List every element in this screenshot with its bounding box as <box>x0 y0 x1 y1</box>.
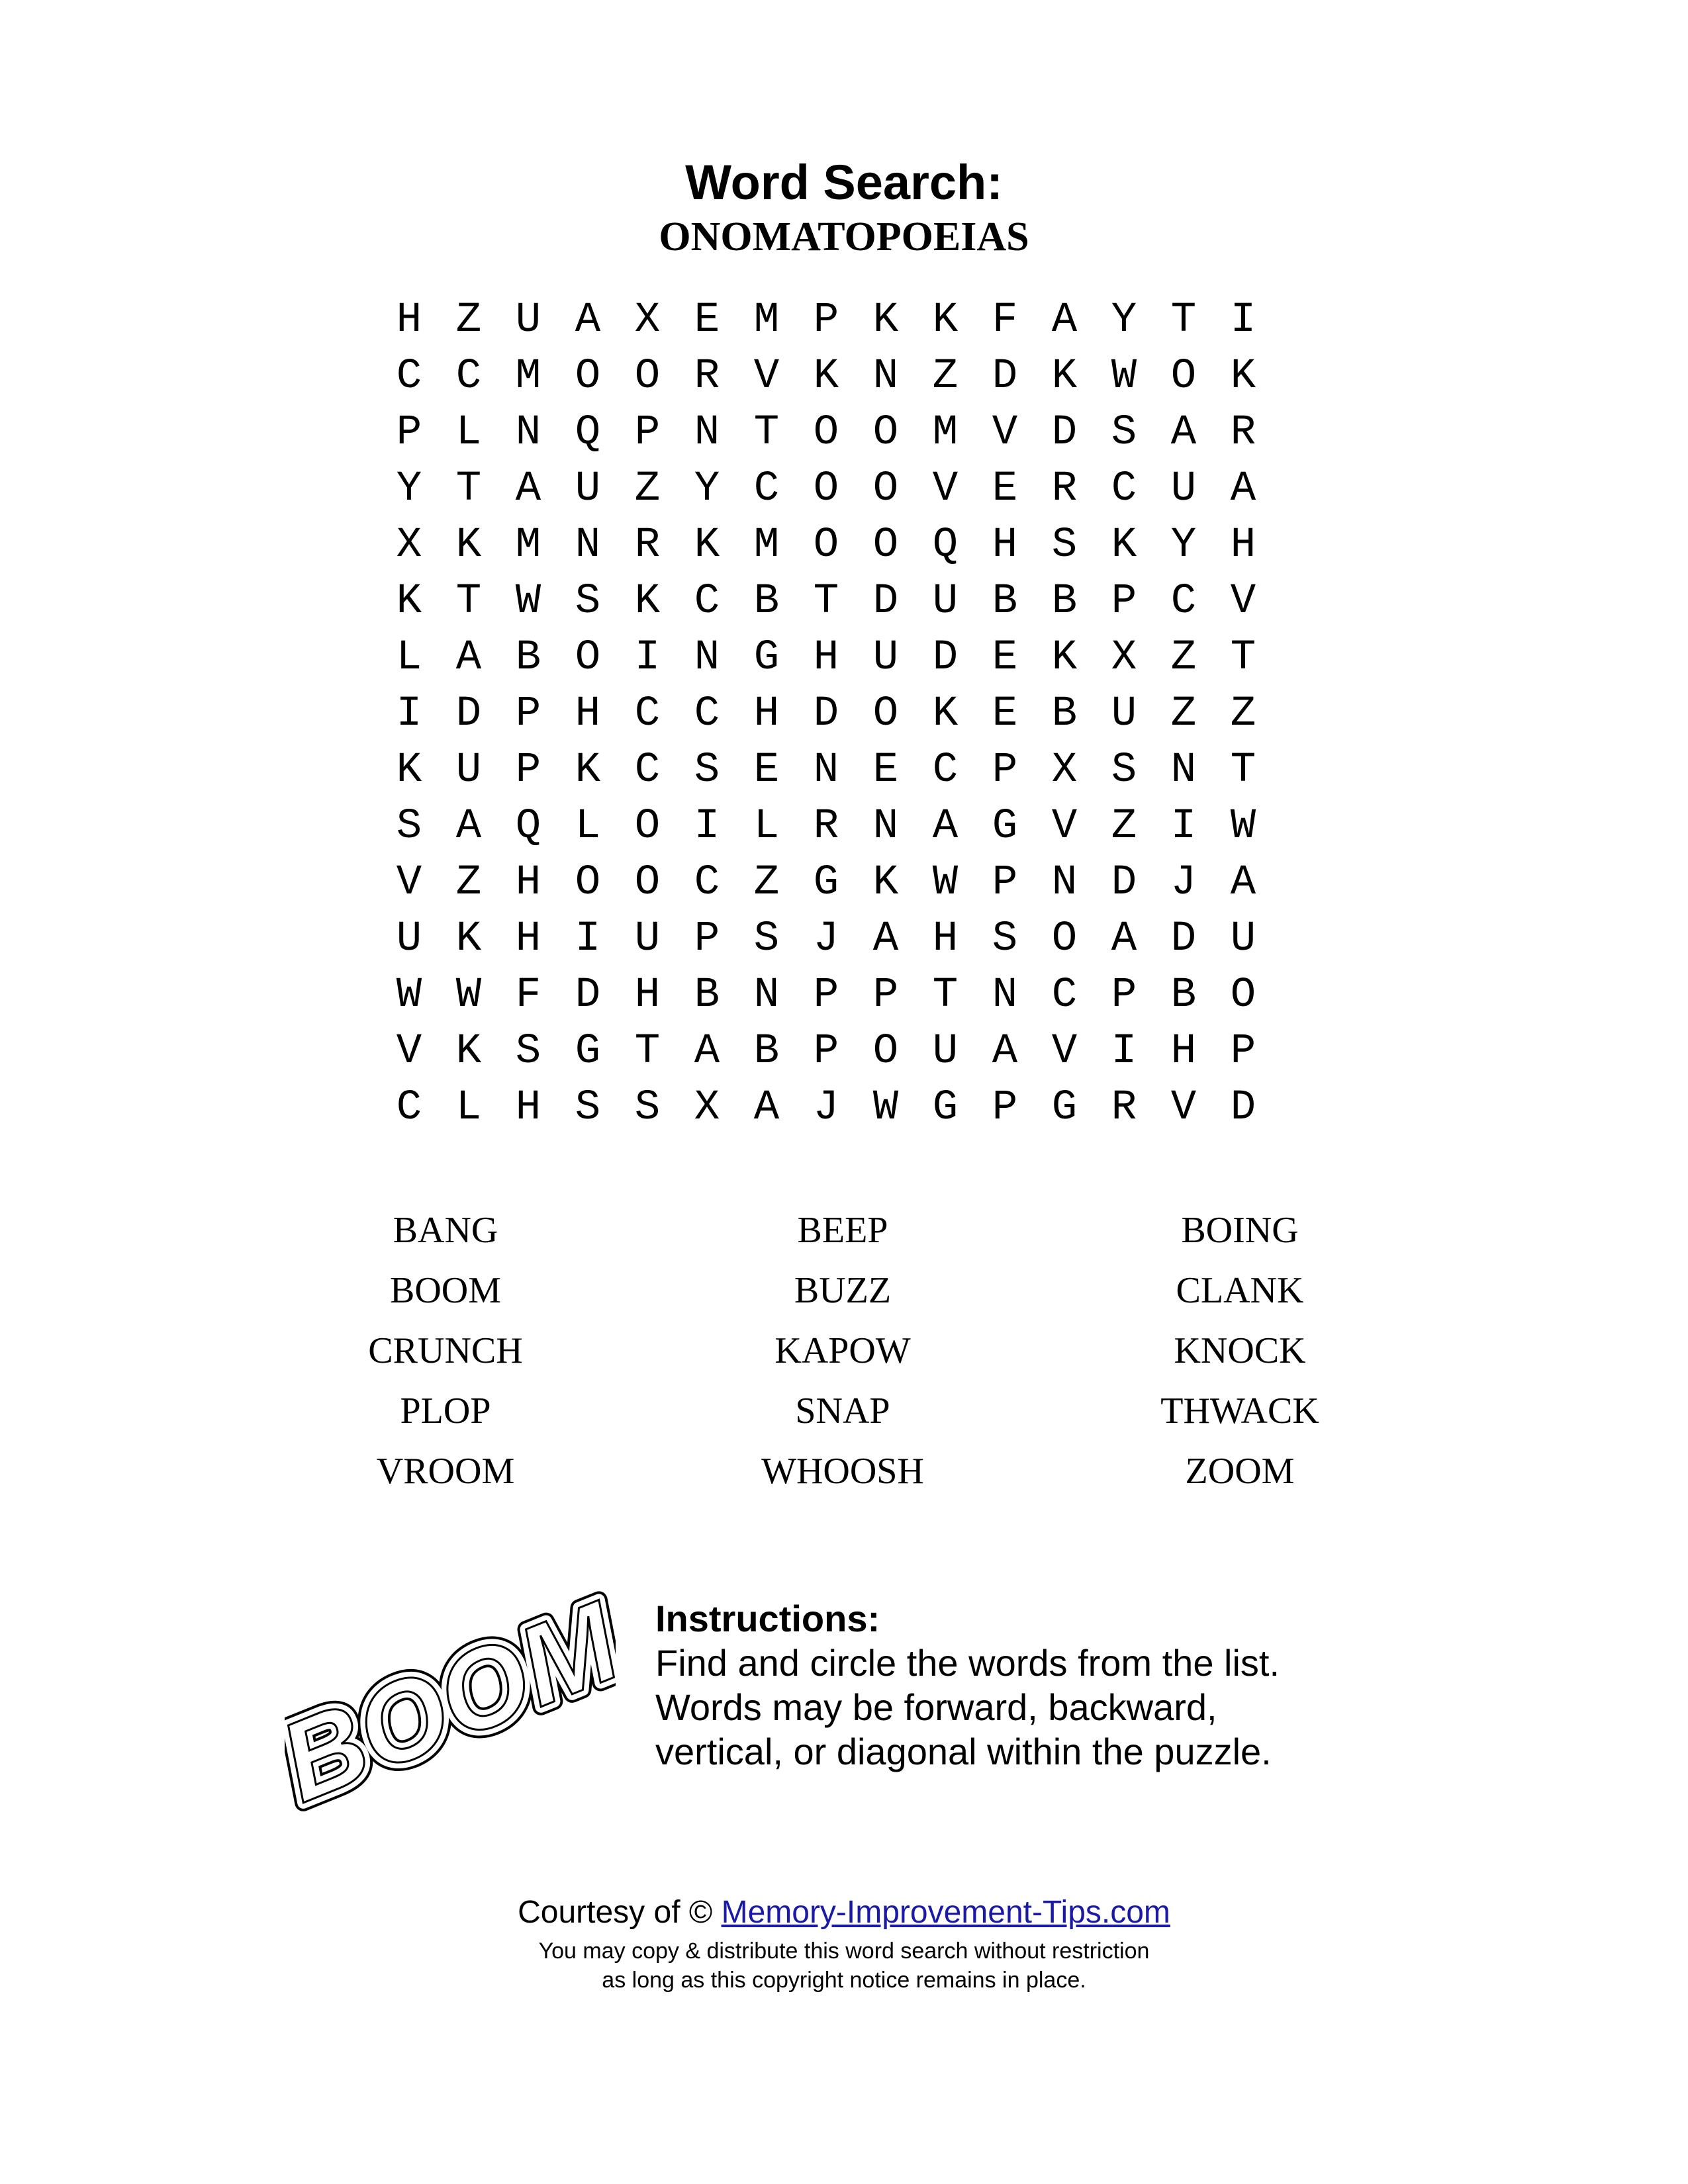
grid-letter: D <box>575 972 601 1019</box>
grid-letter: H <box>396 296 422 344</box>
grid-letter: Z <box>932 353 959 400</box>
word-list-item: BANG <box>393 1210 498 1251</box>
grid-letter: P <box>694 915 720 963</box>
grid-letter: T <box>932 972 959 1019</box>
grid-letter: I <box>694 803 720 850</box>
grid-letter: I <box>396 690 422 738</box>
grid-letter: Q <box>575 409 601 457</box>
word-list-item: BEEP <box>797 1210 888 1251</box>
grid-letter: T <box>1230 634 1256 682</box>
grid-letter: Q <box>515 803 541 850</box>
grid-letter: K <box>455 522 482 569</box>
grid-letter: O <box>634 353 661 400</box>
grid-letter: N <box>694 634 720 682</box>
grid-letter: P <box>992 1084 1018 1132</box>
grid-letter: B <box>1170 972 1197 1019</box>
grid-letter: A <box>455 634 482 682</box>
grid-letter: V <box>1051 1028 1078 1075</box>
grid-letter: J <box>1170 859 1197 907</box>
word-list-item: SNAP <box>795 1390 890 1432</box>
grid-letter: K <box>455 915 482 963</box>
grid-letter: A <box>455 803 482 850</box>
grid-letter: K <box>575 747 601 794</box>
grid-letter: D <box>455 690 482 738</box>
page-title: Word Search: <box>685 155 1003 210</box>
grid-letter: I <box>1170 803 1197 850</box>
grid-letter: D <box>932 634 959 682</box>
grid-letter: K <box>634 578 661 625</box>
grid-letter: A <box>1111 915 1137 963</box>
instructions <box>655 1596 1383 1774</box>
grid-letter: H <box>634 972 661 1019</box>
grid-letter: N <box>872 353 899 400</box>
grid-letter: W <box>396 972 422 1019</box>
grid-letter: C <box>694 578 720 625</box>
grid-letter: A <box>1230 859 1256 907</box>
grid-letter: K <box>1111 522 1137 569</box>
grid-letter: B <box>992 578 1018 625</box>
grid-letter: T <box>1170 296 1197 344</box>
grid-letter: X <box>396 522 422 569</box>
grid-letter: N <box>753 972 780 1019</box>
grid-letter: C <box>1051 972 1078 1019</box>
grid-letter: S <box>1111 747 1137 794</box>
notice-line-1: You may copy & distribute this word search without restriction <box>538 1938 1150 1964</box>
grid-letter: D <box>1051 409 1078 457</box>
grid-letter: D <box>813 690 839 738</box>
grid-letter: U <box>1111 690 1137 738</box>
grid-letter: U <box>515 296 541 344</box>
grid-letter: Z <box>455 859 482 907</box>
word-list-item: WHOOSH <box>761 1451 924 1492</box>
word-list <box>247 1201 1438 1502</box>
grid-letter: K <box>872 296 899 344</box>
grid-letter: A <box>872 915 899 963</box>
grid-letter: G <box>932 1084 959 1132</box>
grid-letter: E <box>694 296 720 344</box>
grid-letter: I <box>1230 296 1256 344</box>
grid-letter: D <box>1170 915 1197 963</box>
grid-letter: F <box>515 972 541 1019</box>
grid-letter: Y <box>1170 522 1197 569</box>
word-list-item: CLANK <box>1176 1270 1304 1311</box>
grid-letter: N <box>1051 859 1078 907</box>
grid-letter: F <box>992 296 1018 344</box>
grid-letter: A <box>992 1028 1018 1075</box>
grid-letter: X <box>634 296 661 344</box>
grid-letter: V <box>1051 803 1078 850</box>
grid-letter: B <box>1051 578 1078 625</box>
grid-letter: N <box>992 972 1018 1019</box>
word-list-item: BOING <box>1181 1210 1299 1251</box>
grid-letter: A <box>932 803 959 850</box>
grid-letter: P <box>813 972 839 1019</box>
grid-letter: U <box>872 634 899 682</box>
grid-letter: O <box>813 465 839 513</box>
grid-letter: S <box>575 578 601 625</box>
grid-letter: H <box>515 1084 541 1132</box>
grid-letter: Z <box>634 465 661 513</box>
grid-letter: O <box>813 409 839 457</box>
grid-letter: N <box>694 409 720 457</box>
grid-letter: G <box>992 803 1018 850</box>
grid-letter: C <box>694 690 720 738</box>
grid-letter: S <box>694 747 720 794</box>
word-list-item: BUZZ <box>794 1270 892 1311</box>
grid-letter: Z <box>1170 690 1197 738</box>
grid-letter: D <box>872 578 899 625</box>
grid-letter: D <box>1111 859 1137 907</box>
grid-letter: T <box>455 578 482 625</box>
grid-letter: V <box>396 1028 422 1075</box>
grid-letter: Q <box>932 522 959 569</box>
grid-letter: C <box>455 353 482 400</box>
grid-letter: U <box>1170 465 1197 513</box>
grid-letter: C <box>753 465 780 513</box>
grid-letter: H <box>753 690 780 738</box>
grid-letter: O <box>813 522 839 569</box>
grid-letter: T <box>813 578 839 625</box>
grid-letter: O <box>575 634 601 682</box>
grid-letter: E <box>992 634 1018 682</box>
grid-letter: B <box>694 972 720 1019</box>
grid-letter: P <box>992 859 1018 907</box>
grid-letter: H <box>1170 1028 1197 1075</box>
grid-letter: W <box>1230 803 1256 850</box>
grid-letter: G <box>753 634 780 682</box>
grid-letter: C <box>634 747 661 794</box>
grid-letter: L <box>575 803 601 850</box>
grid-letter: O <box>1051 915 1078 963</box>
grid-letter: M <box>515 353 541 400</box>
grid-letter: P <box>1111 578 1137 625</box>
grid-letter: C <box>1111 465 1137 513</box>
grid-letter: S <box>634 1084 661 1132</box>
grid-letter: G <box>1051 1084 1078 1132</box>
grid-letter: X <box>1111 634 1137 682</box>
grid-letter: R <box>813 803 839 850</box>
grid-letter: O <box>872 409 899 457</box>
grid-letter: P <box>515 747 541 794</box>
grid-letter: C <box>396 1084 422 1132</box>
grid-letter: P <box>515 690 541 738</box>
grid-letter: Y <box>694 465 720 513</box>
grid-letter: T <box>753 409 780 457</box>
grid-letter: R <box>1111 1084 1137 1132</box>
grid-letter: A <box>753 1084 780 1132</box>
grid-letter: K <box>1051 634 1078 682</box>
instructions-line-3: vertical, or diagonal within the puzzle. <box>655 1731 1272 1772</box>
grid-letter: M <box>932 409 959 457</box>
word-list-item: VROOM <box>376 1451 515 1492</box>
grid-letter: A <box>694 1028 720 1075</box>
instructions-line-1: Find and circle the words from the list. <box>655 1642 1280 1684</box>
grid-letter: E <box>872 747 899 794</box>
grid-letter: H <box>813 634 839 682</box>
grid-letter: B <box>753 1028 780 1075</box>
courtesy-prefix: Courtesy of © <box>518 1895 713 1930</box>
grid-letter: H <box>575 690 601 738</box>
grid-letter: J <box>813 1084 839 1132</box>
grid-letter: C <box>634 690 661 738</box>
grid-letter: C <box>694 859 720 907</box>
copyright-notice <box>0 1936 1688 1995</box>
grid-letter: L <box>455 1084 482 1132</box>
grid-letter: W <box>1111 353 1137 400</box>
grid-letter: E <box>992 465 1018 513</box>
grid-letter: E <box>753 747 780 794</box>
grid-letter: O <box>1170 353 1197 400</box>
word-list-item: PLOP <box>400 1390 491 1432</box>
grid-letter: O <box>872 465 899 513</box>
svg-text:BOOM: BOOM <box>285 1582 616 1827</box>
grid-letter: V <box>1170 1084 1197 1132</box>
grid-letter: C <box>396 353 422 400</box>
grid-letter: K <box>694 522 720 569</box>
grid-letter: V <box>992 409 1018 457</box>
grid-letter: O <box>872 690 899 738</box>
grid-letter: O <box>1230 972 1256 1019</box>
boom-art <box>285 1582 616 1827</box>
letter-grid <box>379 293 1273 1136</box>
grid-letter: K <box>396 747 422 794</box>
grid-letter: K <box>932 296 959 344</box>
grid-letter: M <box>753 522 780 569</box>
grid-letter: H <box>515 915 541 963</box>
instructions-line-2: Words may be forward, backward, <box>655 1686 1217 1728</box>
grid-letter: W <box>872 1084 899 1132</box>
grid-letter: Z <box>753 859 780 907</box>
grid-letter: T <box>455 465 482 513</box>
grid-letter: K <box>396 578 422 625</box>
grid-letter: U <box>634 915 661 963</box>
svg-text:BOOM: BOOM <box>285 1582 616 1827</box>
grid-letter: U <box>932 578 959 625</box>
svg-text:BOOM: BOOM <box>285 1582 616 1827</box>
grid-letter: K <box>1051 353 1078 400</box>
grid-letter: S <box>1111 409 1137 457</box>
grid-letter: O <box>575 353 601 400</box>
word-list-item: KNOCK <box>1174 1330 1306 1371</box>
grid-letter: P <box>396 409 422 457</box>
grid-letter: P <box>1230 1028 1256 1075</box>
grid-letter: I <box>634 634 661 682</box>
word-list-item: ZOOM <box>1185 1451 1295 1492</box>
grid-letter: E <box>992 690 1018 738</box>
instructions-heading: Instructions: <box>655 1598 880 1639</box>
grid-letter: Y <box>396 465 422 513</box>
grid-letter: S <box>575 1084 601 1132</box>
grid-letter: L <box>396 634 422 682</box>
grid-letter: W <box>455 972 482 1019</box>
grid-letter: P <box>813 296 839 344</box>
word-list-item: THWACK <box>1160 1390 1319 1432</box>
source-link[interactable]: Memory-Improvement-Tips.com <box>721 1895 1170 1930</box>
grid-letter: S <box>992 915 1018 963</box>
grid-letter: D <box>1230 1084 1256 1132</box>
grid-letter: Z <box>1230 690 1256 738</box>
grid-letter: A <box>515 465 541 513</box>
grid-letter: R <box>694 353 720 400</box>
grid-letter: K <box>455 1028 482 1075</box>
grid-letter: H <box>932 915 959 963</box>
grid-letter: P <box>872 972 899 1019</box>
grid-letter: K <box>872 859 899 907</box>
grid-letter: R <box>634 522 661 569</box>
grid-letter: A <box>1051 296 1078 344</box>
grid-letter: T <box>634 1028 661 1075</box>
grid-letter: M <box>753 296 780 344</box>
grid-letter: O <box>872 1028 899 1075</box>
grid-letter: V <box>932 465 959 513</box>
grid-letter: G <box>813 859 839 907</box>
grid-letter: S <box>753 915 780 963</box>
grid-letter: B <box>753 578 780 625</box>
courtesy-line <box>0 1893 1688 1933</box>
grid-letter: I <box>575 915 601 963</box>
notice-line-2: as long as this copyright notice remains in place. <box>602 1968 1086 1993</box>
grid-letter: T <box>1230 747 1256 794</box>
grid-letter: X <box>1051 747 1078 794</box>
grid-letter: P <box>992 747 1018 794</box>
grid-letter: O <box>634 803 661 850</box>
grid-letter: N <box>813 747 839 794</box>
grid-letter: B <box>515 634 541 682</box>
grid-letter: N <box>575 522 601 569</box>
grid-letter: K <box>1230 353 1256 400</box>
grid-letter: V <box>1230 578 1256 625</box>
grid-letter: S <box>1051 522 1078 569</box>
grid-letter: J <box>813 915 839 963</box>
grid-letter: V <box>396 859 422 907</box>
puzzle-subtitle: ONOMATOPOEIAS <box>659 214 1029 259</box>
grid-letter: N <box>872 803 899 850</box>
grid-letter: N <box>1170 747 1197 794</box>
grid-letter: O <box>872 522 899 569</box>
grid-letter: O <box>575 859 601 907</box>
grid-letter: A <box>1230 465 1256 513</box>
grid-letter: W <box>932 859 959 907</box>
grid-letter: U <box>575 465 601 513</box>
word-list-item: KAPOW <box>774 1330 911 1371</box>
grid-letter: O <box>634 859 661 907</box>
grid-letter: X <box>694 1084 720 1132</box>
grid-letter: L <box>753 803 780 850</box>
word-list-item: BOOM <box>389 1270 502 1311</box>
grid-letter: K <box>813 353 839 400</box>
grid-letter: P <box>813 1028 839 1075</box>
grid-letter: H <box>1230 522 1256 569</box>
word-list-item: CRUNCH <box>368 1330 523 1371</box>
grid-letter: R <box>1051 465 1078 513</box>
grid-letter: W <box>515 578 541 625</box>
grid-letter: Z <box>455 296 482 344</box>
grid-letter: P <box>1111 972 1137 1019</box>
grid-letter: U <box>396 915 422 963</box>
grid-letter: Y <box>1111 296 1137 344</box>
grid-letter: C <box>932 747 959 794</box>
grid-letter: L <box>455 409 482 457</box>
grid-letter: Z <box>1111 803 1137 850</box>
grid-letter: N <box>515 409 541 457</box>
grid-letter: I <box>1111 1028 1137 1075</box>
grid-letter: V <box>753 353 780 400</box>
grid-letter: S <box>515 1028 541 1075</box>
grid-letter: D <box>992 353 1018 400</box>
grid-letter: U <box>455 747 482 794</box>
grid-letter: M <box>515 522 541 569</box>
grid-letter: C <box>1170 578 1197 625</box>
grid-letter: U <box>1230 915 1256 963</box>
grid-letter: S <box>396 803 422 850</box>
grid-letter: H <box>992 522 1018 569</box>
grid-letter: A <box>1170 409 1197 457</box>
grid-letter: A <box>575 296 601 344</box>
grid-letter: Z <box>1170 634 1197 682</box>
grid-letter: B <box>1051 690 1078 738</box>
grid-letter: G <box>575 1028 601 1075</box>
grid-letter: K <box>932 690 959 738</box>
grid-letter: R <box>1230 409 1256 457</box>
grid-letter: U <box>932 1028 959 1075</box>
grid-letter: P <box>634 409 661 457</box>
grid-letter: H <box>515 859 541 907</box>
